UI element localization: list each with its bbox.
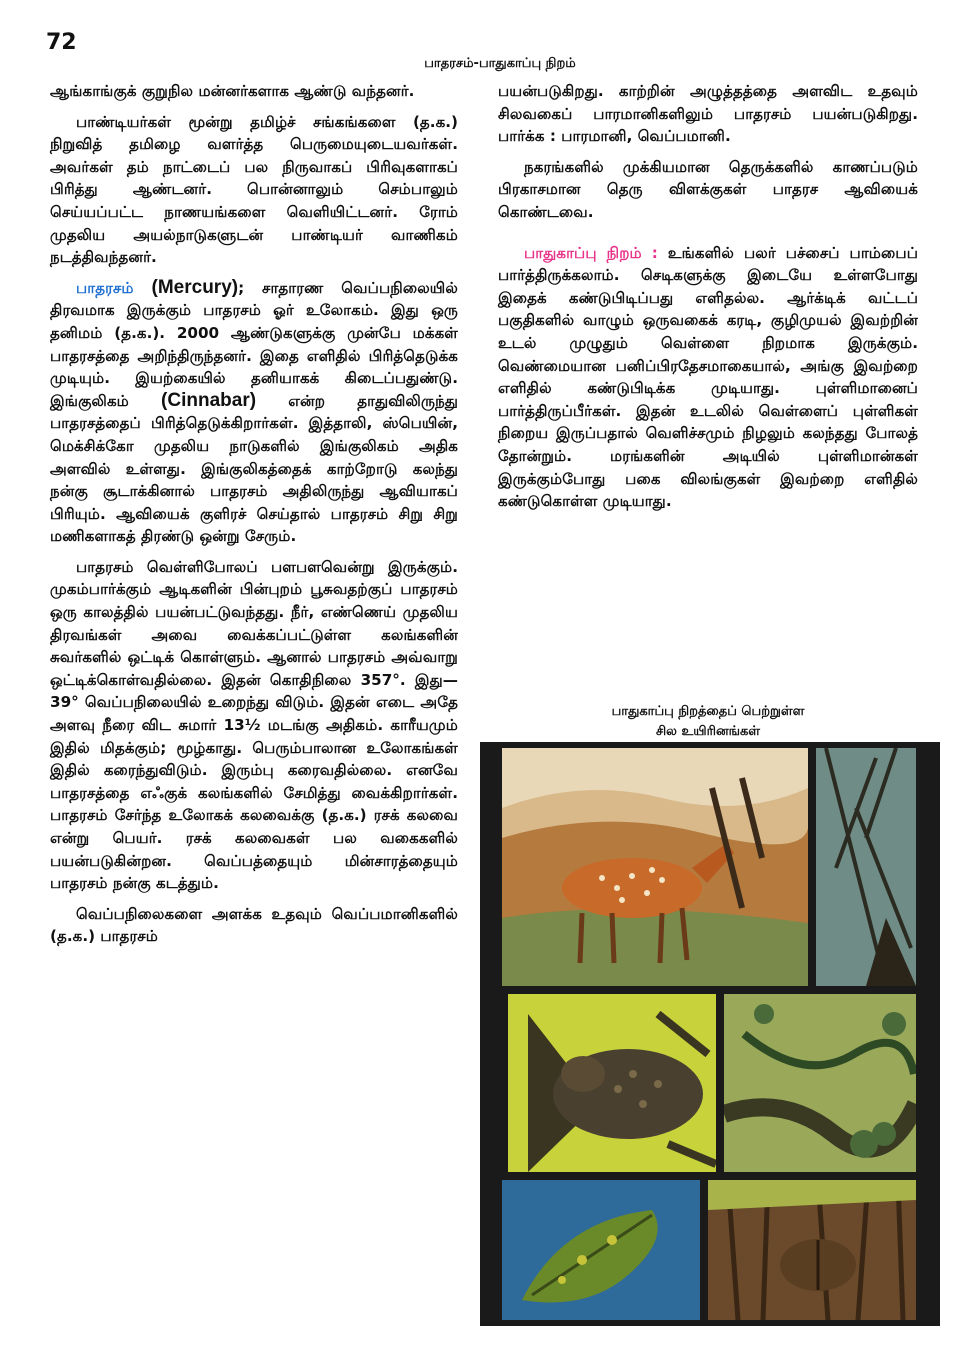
caption-line: சில உயிரினங்கள் [655, 724, 761, 739]
page-number: 72 [46, 30, 77, 55]
camouflage-heading: பாதுகாப்பு நிறம் : [524, 243, 658, 262]
paragraph-text: ; சாதாரண வெப்பநிலையில் திரவமாக இருக்கும் பாதரசம் ஓர் உலோகம். இது ஒரு தனிமம் (த.க.). 2000 ஆண்டுகளுக்கு முன்பே மக்கள் பாதரசத்தை அறிந்திருந்தனர். இதை எளிதில் பிரித்தெடுக்க முடியும். இயற்கையில் தனியாகக் கிடைப்பதுண்டு. இங்குலிகம் [50, 278, 459, 410]
camouflaged-bird-picture [508, 994, 716, 1172]
paragraph: பாதரசம் வெள்ளிபோலப் பளபளவென்று இருக்கும். முகம்பார்க்கும் ஆடிகளின் பின்புறம் பூசுவதற்குப் பாதரசம் ஒரு காலத்தில் பயன்பட்டுவந்தது. நீர், எண்ணெய் முதலிய திரவங்கள் அவை வைக்கப்பட்டுள்ள கலங்களின் சுவர்களில் ஒட்டிக் கொள்ளும். ஆனால் பாதரசம் அவ்வாறு ஒட்டிக்கொள்வதில்லை. இதன் கொதிநிலை 357°. இது—39° வெப்பநிலையில் உறைந்து விடும். இதன் எடை அதே அளவு நீரை விட சுமார் 13½ மடங்கு அதிகம். காரீயமும் இதில் மிதக்கும்; மூழ்காது. பெரும்பாலான உலோகங்கள் இதில் கரைந்துவிடும். இரும்பு கரைவதில்லை. எனவே பாதரசத்தை எஃகுக் கலங்களில் சேமித்து வைக்கிறார்கள். பாதரசம் சேர்ந்த உலோகக் கலவைக்கு (த.க.) ரசக் கலவை என்று பெயர். ரசக் கலவைகள் பல வகைகளில் பயன்படுகின்றன. வெப்பத்தையும் மின்சாரத்தையும் பாதரசம் நன்கு கடத்தும். [50, 557, 458, 893]
mercury-entry [50, 277, 458, 548]
paragraph: பாண்டியர்கள் மூன்று தமிழ்ச் சங்கங்களை (த.க.) நிறுவித் தமிழை வளர்த்த பெருமையுடையவர்கள். அவர்கள் தம் நாட்டைப் பல நிருவாகப் பிரிவுகளாகப் பிரித்து ஆண்டனர். பொன்னாலும் செம்பாலும் செய்யப்பட்ட நாணயங்களை வெளியிட்டனர். ரோம் முதலிய அயல்நாடுகளுடன் பாண்டியர் வாணிகம் நடத்திவந்தனர். [50, 112, 458, 267]
stick-insect-picture [816, 748, 916, 986]
mercury-heading: பாதரசம் [76, 278, 134, 297]
left-column [50, 80, 458, 956]
caption-line: பாதுகாப்பு நிறத்தைப் பெற்றுள்ள [611, 704, 805, 719]
figure-caption [498, 702, 918, 742]
paragraph-text: என்ற தாதுவிலிருந்து பாதரசத்தைப் பிரித்தெடுக்கிறார்கள். இத்தாலி, ஸ்பெயின், மெக்சிக்கோ முதலிய நாடுகளில் இங்குலிகம் அதிக அளவில் உள்ளது. இங்குலிகத்தைக் காற்றோடு கலந்து நன்கு சூடாக்கினால் பாதரசம் அதிலிருந்து ஆவியாகப் பிரியும். ஆவியைக் குளிரச் செய்தால் பாதரசம் சிறு சிறு மணிகளாகத் திரண்டு ஒன்று சேரும். [50, 391, 458, 546]
paragraph: வெப்பநிலைகளை அளக்க உதவும் வெப்பமானிகளில் (த.க.) பாதரசம் [50, 904, 458, 946]
camouflage-illustrations [480, 742, 940, 1326]
camouflage-entry [498, 242, 918, 513]
paragraph: பயன்படுகிறது. காற்றின் அழுத்தத்தை அளவிட உதவும் சிலவகைப் பாரமானிகளிலும் பாதரசம் பயன்படுகிறது. பார்க்க : பாரமானி, வெப்பமானி. [498, 82, 918, 146]
leaf-insect-picture [502, 1180, 700, 1320]
paragraph-text: உங்களில் பலர் பச்சைப் பாம்பைப் பார்த்திருக்கலாம். செடிகளுக்கு இடையே உள்ளபோது இதைக் கண்டுபிடிப்பது எளிதல்ல. ஆர்க்டிக் வட்டப் பகுதிகளில் வாழும் ஒருவகைக் கரடி, குழிமுயல் இவற்றின் உடல் முழுதும் வெள்ளை நிறமாக இருக்கும். வெண்மையான பனிப்பிரதேசமாகையால், அங்கு இவற்றை எளிதில் கண்டுபிடிக்க முடியாது. புள்ளிமானைப் பார்த்திருப்பீர்கள். இதன் உடலில் வெள்ளைப் புள்ளிகள் நிறைய இருப்பதால் வெளிச்சமும் நிழலும் கலந்தது போலத் தோன்றும். மரங்களின் அடியில் புள்ளிமான்கள் இருக்கும்போது பகை விலங்குகள் இவற்றை எளிதில் கண்டுகொள்ள முடியாது. [498, 243, 918, 511]
paragraph: நகரங்களில் முக்கியமான தெருக்களில் காணப்படும் பிரகாசமான தெரு விளக்குகள் பாதரச ஆவியைக் கொண்டவை. [498, 157, 918, 221]
paragraph: ஆங்காங்குக் குறுநில மன்னர்களாக ஆண்டு வந்தனர். [50, 82, 415, 100]
moth-on-bark-picture [708, 1180, 916, 1320]
spotted-deer-picture [502, 748, 808, 986]
mercury-english-term: (Mercury) [151, 276, 239, 298]
running-head: பாதரசம்-பாதுகாப்பு நிறம் [424, 56, 576, 71]
cinnabar-english-term: (Cinnabar) [161, 389, 257, 411]
right-column [498, 80, 918, 521]
tree-snake-picture [724, 994, 916, 1172]
